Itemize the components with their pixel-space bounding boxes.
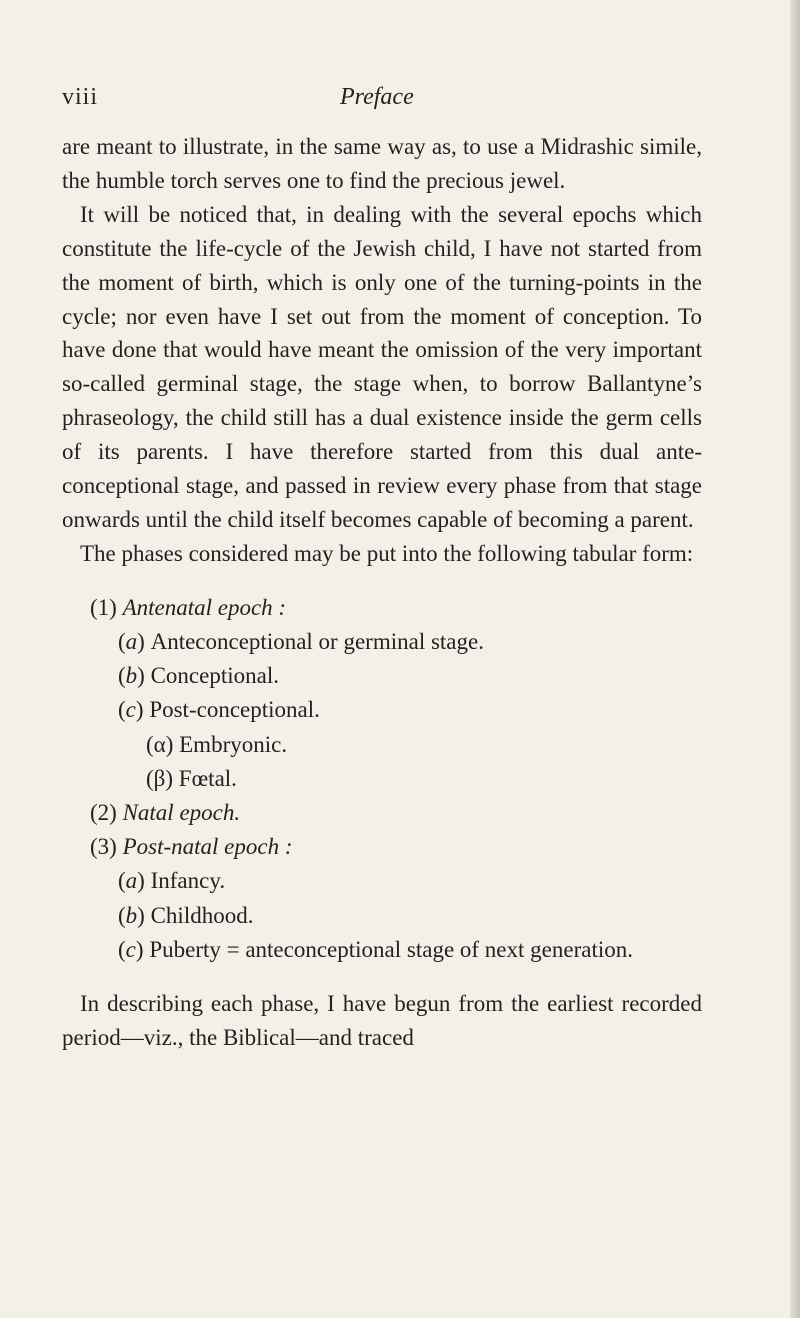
schedule-label: Fœtal.	[178, 765, 237, 791]
page-content	[62, 84, 702, 1055]
phase-schedule	[62, 591, 702, 967]
schedule-item-antenatal	[62, 591, 702, 625]
paragraph-epochs: It will be noticed that, in dealing with the several epochs which constitute the life-cycle of the Jewish child, I have not started from the moment of birth, which is only one of the turning-points in the cycle; nor even have I set out from the moment of conception. To have done that would have meant the omission of the very important so-called germinal stage, the stage when, to borrow Ballantyne’s phraseology, the child still has a dual existence inside the germ cells of its parents. I have therefore started from this dual ante-conceptional stage, and passed in review every phase from that stage onwards until the child itself becomes capable of becoming a parent.	[62, 201, 702, 532]
schedule-item-infancy	[62, 864, 702, 898]
schedule-letter: (b)	[118, 663, 151, 689]
page-number: viii	[62, 84, 99, 110]
schedule-label: Post-conceptional.	[149, 697, 320, 723]
schedule-label: Post-natal epoch :	[122, 834, 293, 860]
schedule-item-foetal	[62, 762, 702, 796]
running-head	[62, 84, 702, 130]
schedule-label: Natal epoch.	[122, 800, 241, 825]
paragraph-continued: are meant to illustrate, in the same way as, to use a Midrashic simile, the humble torch serves one to find the precious jewel.	[62, 134, 702, 193]
running-title: Preface	[340, 84, 414, 110]
schedule-item-embryonic	[62, 728, 702, 762]
schedule-number: (3)	[90, 834, 123, 860]
schedule-label: Puberty = anteconceptional stage of next generation.	[149, 936, 633, 962]
schedule-label: Conceptional.	[150, 663, 279, 689]
schedule-label: Anteconceptional or germinal stage.	[150, 628, 484, 654]
schedule-item-puberty	[62, 933, 702, 967]
schedule-letter: (c)	[118, 697, 150, 723]
schedule-label: Antenatal epoch :	[122, 594, 287, 620]
schedule-label: Childhood.	[150, 902, 254, 928]
schedule-label: Embryonic.	[179, 731, 288, 757]
schedule-label: Infancy.	[150, 868, 226, 894]
paragraph-describing: In describing each phase, I have begun from the earliest recorded period—viz., the Biblical—and traced	[62, 991, 702, 1050]
schedule-item-natal	[62, 796, 702, 830]
schedule-item-anteconceptional	[62, 625, 702, 659]
schedule-item-childhood	[62, 899, 702, 933]
schedule-number: (2)	[90, 800, 123, 825]
schedule-letter: (a)	[118, 628, 151, 654]
schedule-letter: (b)	[118, 902, 151, 928]
schedule-letter: (c)	[118, 936, 150, 962]
page-edge-shadow	[790, 0, 800, 1318]
schedule-item-post-natal	[62, 830, 702, 864]
schedule-letter: (a)	[118, 868, 151, 894]
schedule-number: (β)	[146, 765, 179, 791]
paragraph-tabular-intro: The phases considered may be put into the following tabular form:	[80, 540, 694, 566]
schedule-number: (1)	[90, 594, 123, 620]
schedule-number: (α)	[146, 731, 180, 757]
schedule-item-post-conceptional	[62, 693, 702, 727]
schedule-item-conceptional	[62, 659, 702, 693]
